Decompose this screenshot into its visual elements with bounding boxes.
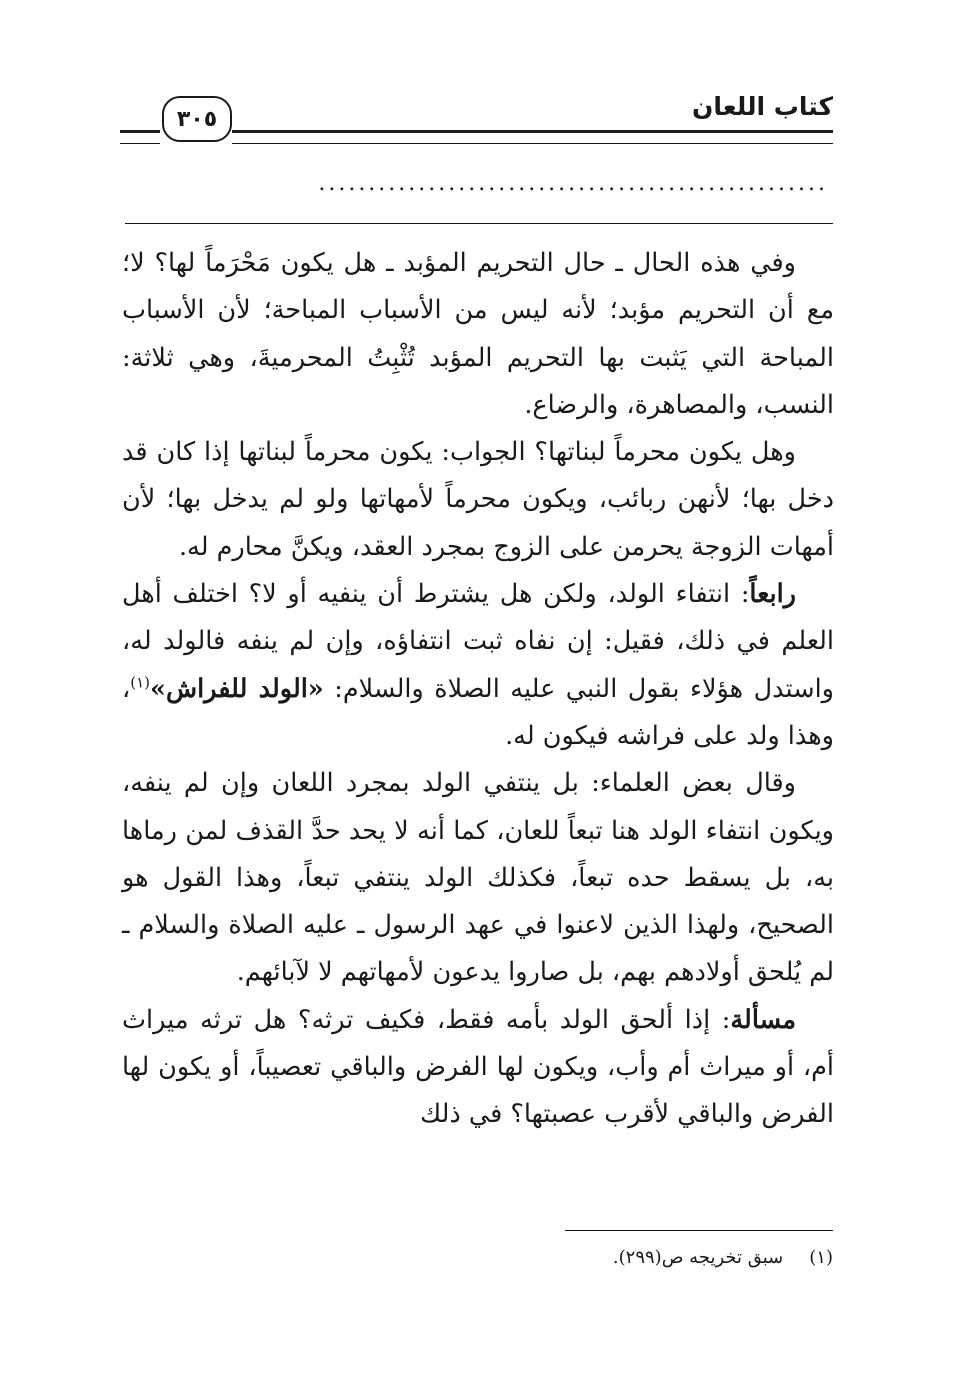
paragraph-1: وفي هذه الحال ـ حال التحريم المؤبد ـ هل يكون مَحْرَماً لها؟ لا؛ مع أن التحريم مؤبد؛ لأنه ليس من الأسباب المباحة؛ لأن الأسباب المباحة التي يَثبت بها التحريم المؤبد تُثْبِتُ المحرميةَ، وهي ثلاثة: النسب، والمصاهرة، والرضاع. [122, 248, 834, 420]
main-text [122, 240, 834, 1139]
header-rule [232, 130, 833, 144]
top-separator [125, 223, 833, 224]
footnote-reference[interactable]: (١) [130, 673, 151, 692]
page-header [120, 88, 833, 148]
paragraph-5-text: : إذا ألحق الولد بأمه فقط، فكيف ترثه؟ هل ترثه ميراث أم، أو ميراث أم وأب، ويكون لها الفرض والباقي تعصيباً، أو يكون لها الفرض والباقي لأقرب عصبتها؟ في ذلك [122, 1004, 834, 1130]
header-rule-end [120, 130, 160, 144]
paragraph-3 [122, 571, 834, 760]
chapter-title: كتاب اللعان [692, 92, 833, 121]
carryover-footnote-dots: ................................................... [318, 172, 828, 196]
paragraph-3-text: : انتفاء الولد، ولكن هل يشترط أن ينفيه أو لا؟ اختلف أهل العلم في ذلك، فقيل: إن نفاه ثبت انتفاؤه، وإن لم ينفه فالولد له، واستدل هؤلاء بقول النبي عليه الصلاة والسلام: [122, 579, 834, 704]
page-number: ٣٠٥ [162, 96, 232, 142]
lead-term-rabian: رابعاً [749, 579, 796, 610]
footnote-separator [565, 1230, 833, 1231]
lead-term-masala: مسألة [730, 1004, 796, 1035]
footnote-text: سبق تخريجه ص(٢٩٩). [612, 1247, 784, 1268]
hadith-quote: «الولد للفراش» [150, 673, 324, 704]
footnote-1 [121, 1244, 833, 1272]
paragraph-5 [122, 997, 834, 1139]
footnote-number: (١) [809, 1247, 833, 1268]
paragraph-3-text-end: ، وهذا ولد على فراشه فيكون له. [122, 673, 834, 751]
paragraph-4: وقال بعض العلماء: بل ينتفي الولد بمجرد اللعان وإن لم ينفه، ويكون انتفاء الولد هنا تبعاً للعان، كما أنه لا يحد حدَّ القذف لمن رماها به، بل يسقط حده تبعاً، فكذلك الولد ينتفي تبعاً، وهذا القول هو الصحيح، ولهذا الذين لاعنوا في عهد الرسول ـ عليه الصلاة والسلام ـ لم يُلحق أولادهم بهم، بل صاروا يدعون لأمهاتهم لا لآبائهم. [122, 768, 834, 988]
paragraph-2: وهل يكون محرماً لبناتها؟ الجواب: يكون محرماً لبناتها إذا كان قد دخل بها؛ لأنهن ربائب، ويكون محرماً لأمهاتها ولو لم يدخل بها؛ لأن أمهات الزوجة يحرمن على الزوج بمجرد العقد، ويكنَّ محارم له. [122, 437, 834, 562]
